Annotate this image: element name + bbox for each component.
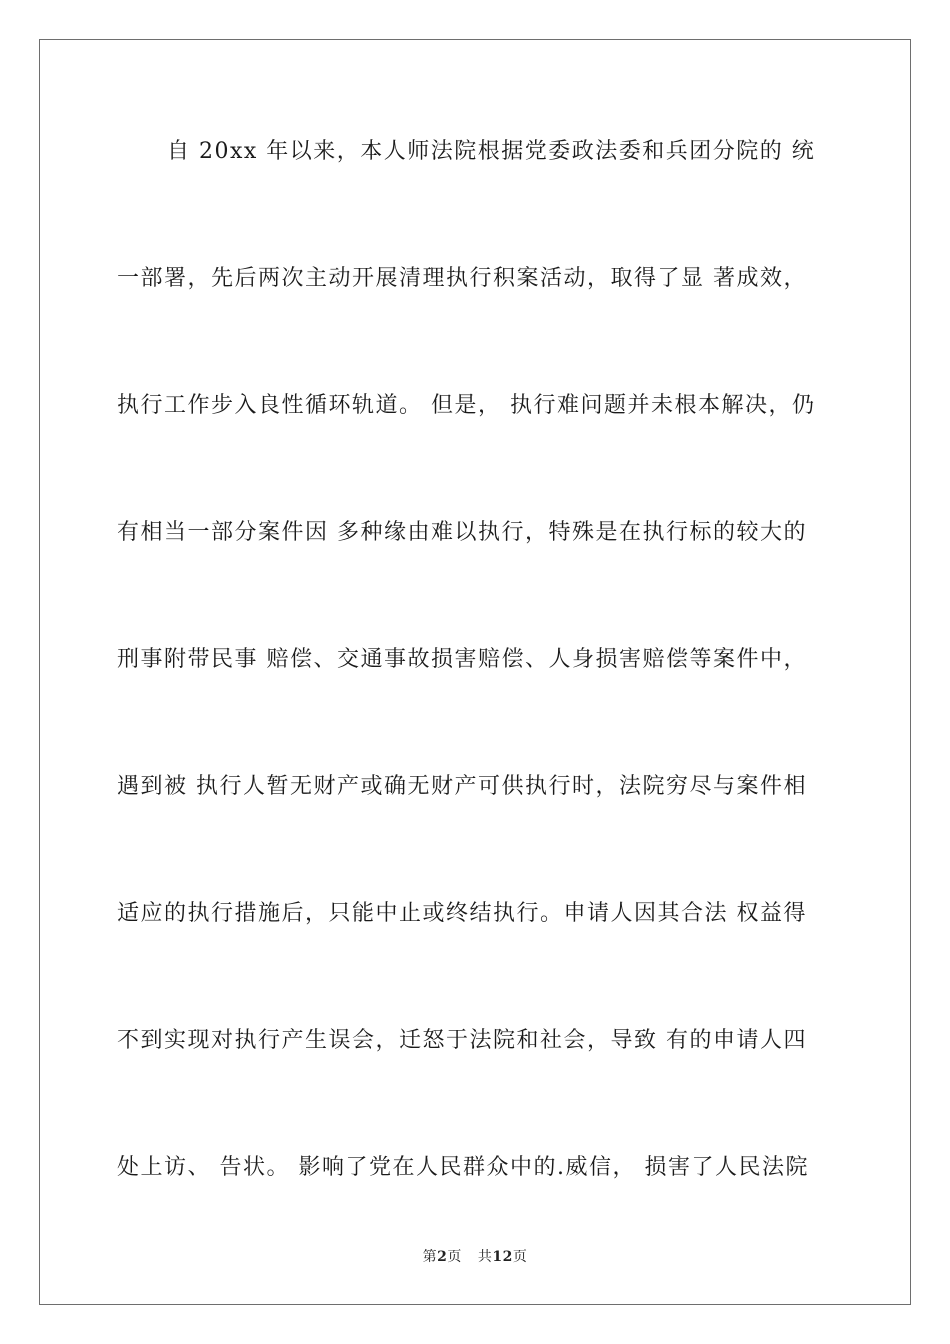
paragraph-line-5: 刑事附带民事 赔偿、交通事故损害赔偿、人身损害赔偿等案件中，: [117, 647, 807, 672]
paragraph-line-4: 有相当一部分案件因 多种缘由难以执行，特殊是在执行标的较大的: [117, 520, 807, 545]
paragraph-line-6: 遇到被 执行人暂无财产或确无财产可供执行时，法院穷尽与案件相: [117, 774, 807, 799]
page-prefix: 第: [422, 1249, 438, 1265]
page-number: [423, 1249, 462, 1265]
total-prefix: 共: [477, 1249, 493, 1265]
page-current: 2: [437, 1249, 448, 1265]
paragraph-line-9: 处上访、 告状。 影响了党在人民群众中的.威信， 损害了人民法院: [117, 1155, 809, 1180]
page-footer: [0, 1246, 950, 1266]
total-suffix: 页: [512, 1249, 528, 1265]
page-suffix: 页: [447, 1249, 462, 1265]
paragraph-line-1: 自 20xx 年以来，本人师法院根据党委政法委和兵团分院的 统: [167, 139, 816, 164]
paragraph-line-2: 一部署，先后两次主动开展清理执行积案活动，取得了显 著成效，: [117, 266, 807, 291]
page-total: [478, 1249, 527, 1265]
paragraph-line-7: 适应的执行措施后，只能中止或终结执行。申请人因其合法 权益得: [117, 901, 807, 926]
page-total-count: 12: [492, 1249, 513, 1265]
paragraph-line-3: 执行工作步入良性循环轨道。 但是， 执行难问题并未根本解决，仍: [117, 393, 816, 418]
document-body: [117, 125, 835, 1268]
paragraph-line-8: 不到实现对执行产生误会，迁怒于法院和社会，导致 有的申请人四: [117, 1028, 807, 1053]
